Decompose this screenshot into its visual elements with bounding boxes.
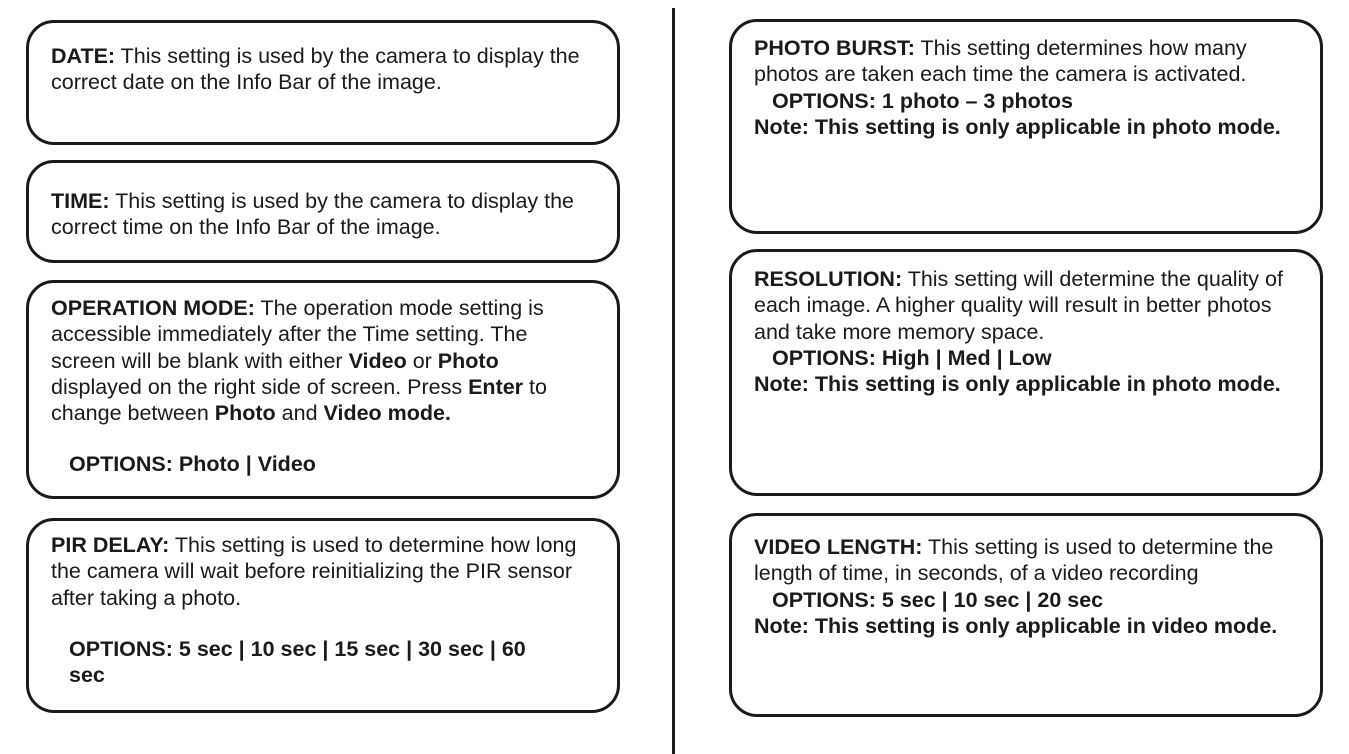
operation-mode-heading: OPERATION MODE:	[51, 296, 255, 320]
resolution-setting-box	[729, 249, 1323, 496]
time-description	[51, 188, 595, 241]
resolution-description	[754, 266, 1298, 345]
photo-burst-description	[754, 35, 1298, 88]
pir-delay-setting-box	[26, 518, 620, 713]
resolution-heading: RESOLUTION:	[754, 267, 903, 291]
photo-burst-setting-box	[729, 19, 1323, 234]
photo-term: Photo	[437, 348, 499, 373]
photo-burst-options: OPTIONS: 1 photo – 3 photos	[772, 88, 1073, 113]
pir-delay-description	[51, 532, 595, 611]
time-text: This setting is used by the camera to display the correct time on the Info Bar of the image.	[51, 189, 575, 240]
video-length-text: This setting is used to determine the length of time, in seconds, of a video recording	[754, 535, 1274, 586]
video-term: Video	[348, 348, 407, 373]
date-setting-box	[26, 20, 620, 145]
photo-term: Photo	[214, 401, 276, 426]
photo-burst-heading: PHOTO BURST:	[754, 36, 915, 60]
video-length-options: OPTIONS: 5 sec | 10 sec | 20 sec	[772, 587, 1104, 612]
video-length-heading: VIDEO LENGTH:	[754, 535, 923, 559]
column-divider	[672, 8, 675, 754]
enter-term: Enter	[468, 374, 524, 399]
resolution-text: This setting will determine the quality of each image. A higher quality will result in better photos and take more memory space.	[754, 267, 1283, 344]
pir-delay-heading: PIR DELAY:	[51, 533, 170, 557]
operation-mode-text: or	[406, 348, 438, 373]
operation-mode-description	[51, 295, 595, 426]
operation-mode-options: OPTIONS: Photo | Video	[69, 452, 316, 477]
time-heading: TIME:	[51, 189, 110, 213]
photo-burst-note: Note: This setting is only applicable in photo mode.	[754, 114, 1281, 139]
operation-mode-text: The operation mode setting is accessible immediately after the Time setting. The screen will be blank with either	[51, 296, 544, 373]
operation-mode-text: and	[275, 401, 324, 426]
time-setting-box	[26, 160, 620, 263]
video-length-description	[754, 534, 1298, 587]
video-mode-term: Video mode.	[323, 401, 451, 426]
operation-mode-setting-box	[26, 280, 620, 499]
date-heading: DATE:	[51, 44, 116, 68]
video-length-setting-box	[729, 513, 1323, 717]
pir-delay-text: This setting is used to determine how long the camera will wait before reinitializing the PIR sensor after taking a photo.	[51, 533, 577, 610]
date-text: This setting is used by the camera to display the correct date on the Info Bar of the image.	[51, 44, 580, 95]
photo-burst-text: This setting determines how many photos are taken each time the camera is activated.	[754, 36, 1247, 87]
video-length-note: Note: This setting is only applicable in video mode.	[754, 613, 1278, 638]
date-description	[51, 43, 595, 96]
resolution-note: Note: This setting is only applicable in photo mode.	[754, 372, 1281, 397]
resolution-options: OPTIONS: High | Med | Low	[772, 345, 1052, 370]
operation-mode-text: to change between	[51, 374, 547, 426]
operation-mode-text: displayed on the right side of screen. Press	[51, 374, 469, 399]
pir-delay-options: OPTIONS: 5 sec | 10 sec | 15 sec | 30 sec | 60 sec	[69, 636, 526, 688]
